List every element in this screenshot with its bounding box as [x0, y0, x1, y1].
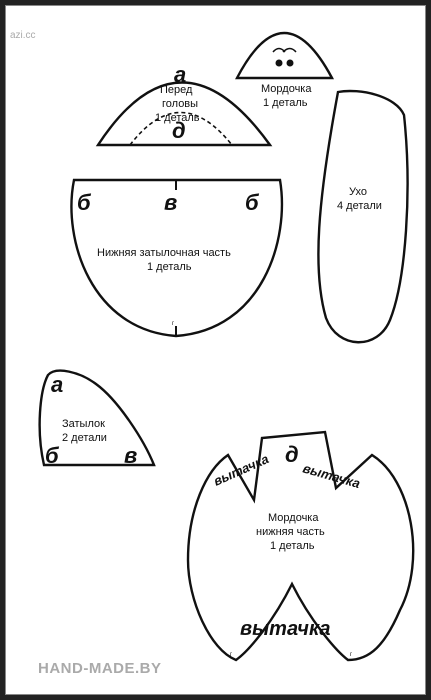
mark-a: а [51, 372, 64, 397]
piece-muzzle-lower [188, 432, 413, 660]
piece-ear [318, 91, 407, 342]
piece-lower-occipital [71, 180, 281, 336]
mark-g: г [172, 321, 175, 327]
mark-v: в [124, 443, 138, 468]
label: Мордочка [261, 83, 312, 95]
label: Затылок [62, 418, 105, 430]
mark-b: б [245, 190, 259, 215]
piece-front-head [98, 62, 270, 145]
mark-b: б [77, 190, 91, 215]
label: 4 детали [337, 200, 382, 212]
watermark-bottom: HAND-MADE.BY [38, 660, 162, 677]
watermark-top: azi.cc [10, 30, 36, 41]
piece-muzzle-top [237, 33, 332, 109]
label: 1 деталь [270, 540, 315, 552]
mark-b: б [45, 443, 59, 468]
nose-dot [287, 60, 294, 67]
piece-nape [40, 371, 154, 468]
label: Ухо [349, 186, 367, 198]
mark-d: д [172, 118, 186, 143]
label: головы [162, 98, 199, 110]
mark-g: г [230, 652, 233, 658]
dart-label: вытачка [301, 460, 362, 492]
nose-dot [276, 60, 283, 67]
mark-g: г [350, 652, 353, 658]
label: нижняя часть [256, 526, 325, 538]
label: 2 детали [62, 432, 107, 444]
label: Перед [160, 84, 193, 96]
mark-a: а [174, 62, 187, 87]
label: 1 деталь [147, 261, 192, 273]
mark-d: д [285, 442, 299, 467]
label: Мордочка [268, 512, 319, 524]
dart-label: вытачка [240, 618, 331, 640]
mark-v: в [164, 190, 178, 215]
dart-label: вытачка [211, 451, 271, 489]
label: 1 деталь [155, 112, 200, 124]
label: 1 деталь [263, 97, 308, 109]
label: Нижняя затылочная часть [97, 247, 231, 259]
